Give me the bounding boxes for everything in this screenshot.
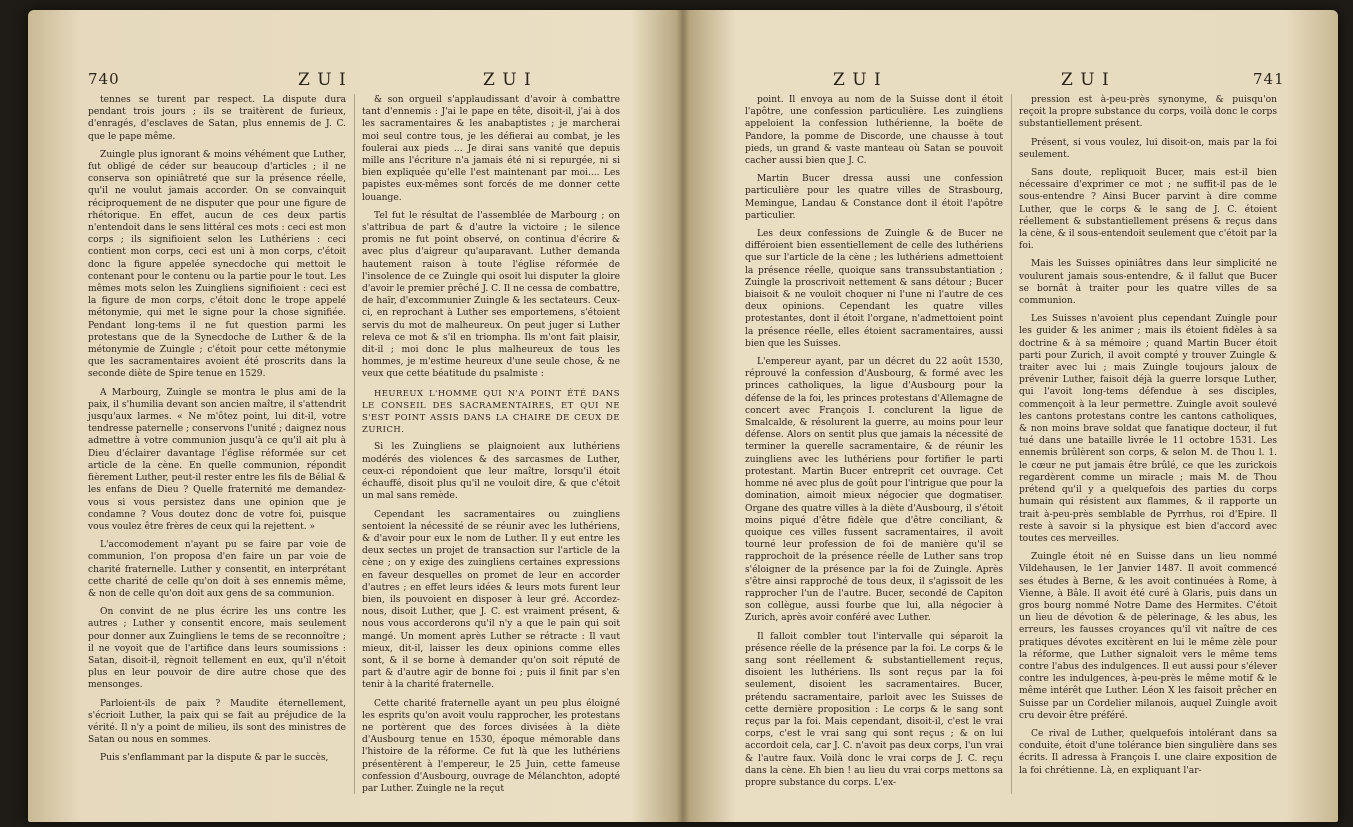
page-number: 740 (88, 70, 120, 88)
paragraph: A Marbourg, Zuingle se montra le plus ami de la paix, il s'humilia devant son ancien maître, il s'attendrit jusqu'aux larmes. « Ne m'ôtez point, lui dit-il, votre tendresse paternelle ; conservons l'unité ; daignez nous admettre à votre communion jusqu'à ce qu'il ait plu à Dieu d'éclairer davantage l'église réformée sur cet article de la cène. En quelle communion, répondit fièrement Luther, peut-il rester entre les fils de Bélial & les enfans de Dieu ? Quelle fraternité me demandez-vous si vous persistez dans une opinion que je condamne ? Vous doutez donc de votre foi, puisque vous voulez être frères de ceux qui la rejettent. » (88, 387, 346, 532)
paragraph: Zuingle étoit né en Suisse dans un lieu nommé Vildehausen, le 1er Janvier 1487. Il avoit commencé ses études à Berne, & les avoit continuées à Rome, à Vienne, à Bâle. Il avoit été curé à Glaris, puis dans un gros bourg nommé Notre Dame des Hermites. C'étoit un lieu de dévotion & de pèlerinage, & les abus, les erreurs, les fausses croyances qu'il vit naître de ces pratiques dévotes excitèrent en lui le même zèle pour la réforme, que Luther signaloit vers le même tems contre l'abus des indulgences. Il eut aussi pour s'élever contre les indulgences, à-peu-près le même motif & le même intérêt que Luther. Léon X les faisoit prêcher en Suisse par un Cordelier milanois, auquel Zuingle avoit cru devoir être préféré. (1019, 552, 1277, 721)
paragraph: Martin Bucer dressa aussi une confession particulière pour les quatre villes de Strasbourg, Memingue, Landau & Constance dont il étoit l'apôtre particulier. (745, 174, 1003, 221)
text-column (1019, 94, 1277, 783)
paragraph: L'accomodement n'ayant pu se faire par voie de communion, l'on proposa d'en faire un par voie de charité fraternelle. Luther y consentit, en interprétant cette charité de celle qu'on doit à ses ennemis même, & non de celle qu'on doit aux gens de sa communion. (88, 540, 346, 599)
text-column (362, 94, 620, 801)
paragraph: Sans doute, repliquoit Bucer, mais est-il bien nécessaire d'exprimer ce mot ; ne suffit-il pas de le sous-entendre ? Ainsi Bucer parvint à dire comme Luther, que le corps & le sang de J. C. étoient réellement & substantiellement présens & reçus dans la cène, & il sous-entendoit seulement que c'étoit par la foi. (1019, 168, 1277, 252)
paragraph: Cependant les sacramentaires ou zuingliens sentoient la nécessité de se réunir avec les luthériens, & d'avoir pour eux le nom de Luther. Il y eut entre les deux sectes un projet de transaction sur l'article de la cène ; on y exige des zuingliens certaines expressions en faveur desquelles on promet de leur en accorder d'autres ; en effet leurs idées & leurs mots furent leur bien, ils pouvoient en disposer à leur gré. Accordez-nous, disoit Luther, que J. C. est vraiment présent, & nous vous accorderons qu'il n'y a que le pain qui soit mangé. Un moment après Luther se rétracte : Il vaut mieux, dit-il, laisser les deux opinions comme elles sont, & il se borne à demander qu'on soit réputé de part & d'autre agir de bonne foi ; puis il finit par s'en tenir à la charité fraternelle. (362, 509, 620, 691)
paragraph: tennes se turent par respect. La dispute dura pendant trois jours ; ils se traitèrent de furieux, d'enragés, d'esclaves de Satan, plus ennemis de J. C. que le pape même. (88, 95, 346, 142)
paragraph: pression est à-peu-près synonyme, & puisqu'on reçoit la propre substance du corps, voilà donc le corps substantiellement présent. (1019, 95, 1277, 130)
paragraph: Les deux confessions de Zuingle & de Bucer ne différoient bien essentiellement de celle des luthériens que sur l'article de la cène ; les luthériens admettoient la présence réelle, quoique sans transsubstantiation ; Zuingle la proscrivoit nettement & sans détour ; Bucer biaisoit & ne vouloit choquer ni l'une ni l'autre de ces deux opinions. Cependant les quatre villes protestantes, dont il étoit l'organe, n'admettoient point la présence réelle, elles étoient sacramentaires, aussi bien que les Suisses. (745, 229, 1003, 349)
paragraph: Présent, si vous voulez, lui disoit-on, mais par la foi seulement. (1019, 137, 1277, 160)
paragraph: Cette charité fraternelle ayant un peu plus éloigné les esprits qu'on avoit voulu rapprocher, les protestans ne portèrent que des forces divisées à la diète d'Ausbourg tenue en 1530, époque mémorable dans l'histoire de la réforme. Ce fut là que les luthériens présentèrent à l'empereur, le 25 Juin, cette fameuse confession d'Ausbourg, ouvrage de Mélanchton, adopté par Luther. Zuingle ne la reçut (362, 698, 620, 794)
paragraph: Puis s'enflammant par la dispute & par le succès, (100, 753, 329, 764)
paragraph: point. Il envoya au nom de la Suisse dont il étoit l'apôtre, une confession particulière. Les zuingliens appeloient la confession luthérienne, la boëte de Pandore, la pomme de Discorde, une chausse à tout pieds, un grand & vaste manteau où Satan se pouvoit cacher aussi bien que J. C. (745, 95, 1003, 167)
paragraph: L'empereur ayant, par un décret du 22 août 1530, réprouvé la confession d'Ausbourg, & formé avec les princes catholiques, la ligue d'Ausbourg pour la défense de la foi, les princes protestans d'Allemagne de concert avec François I. conclurent la ligue de Smalcalde, & résolurent la guerre, au moins pour leur défense. Alors on sentit plus que jamais la nécessité de terminer la querelle sacramentaire, & de réunir les zuingliens avec les luthériens pour fortifier le parti protestant. Martin Bucer entreprit cet ouvrage. Cet homme né avec plus de goût pour l'intrigue que pour la domination, aimoit mieux négocier que dogmatiser. Organe des quatre villes à la diète d'Ausbourg, il s'étoit moins piqué d'être fidèle que d'être conciliant, & quoique ces villes fussent sacramentaires, il avoit tourné leur profession de foi de manière qu'il se rapprochoit de la présence réelle de Luther sans trop s'éloigner de la présence par la foi de Zuingle. Après s'être ainsi rapproché de tous deux, il s'agissoit de les rapprocher l'un de l'autre. Bucer, secondé de Capiton son collègue, aussi fourbe que lui, alla négocier à Zurich, après avoir conféré avec Luther. (745, 357, 1003, 624)
paragraph: Parloient-ils de paix ? Maudite éternellement, s'écrioit Luther, la paix qui se fait au préjudice de la vérité. Il n'y a point de milieu, ils sont des ministres de Satan ou nous en sommes. (88, 698, 346, 746)
paragraph: & son orgueil s'applaudissant d'avoir à combattre tant d'ennemis : J'ai le pape en tête, disoit-il, j'ai à dos les sacramentaires & les anabaptistes ; je marcherai moi seul contre tous, je les défierai au combat, je les foulerai aux pieds ... Je dirai sans vanité que depuis mille ans l'écriture n'a jamais été ni si repurgée, ni si bien expliquée qu'elle l'est maintenant par moi.... Les papistes eux-mêmes sont forcés de me donner cette louange. (362, 95, 620, 203)
running-head: Z U I (833, 70, 882, 90)
running-head: Z U I (483, 70, 532, 90)
text-column (88, 94, 346, 771)
column-rule (354, 94, 355, 794)
right-page (683, 10, 1338, 822)
text-column (745, 94, 1003, 795)
left-page (28, 10, 683, 822)
paragraph: Si les Zuingliens se plaignoient aux luthériens modérés des violences & des sarcasmes de Luther, ceux-ci répondoient que leur maître, lorsqu'il étoit échauffé, disoit plus qu'il ne vouloit dire, & que c'étoit un mal sans remède. (362, 442, 620, 502)
quotation: HEUREUX L'HOMME QUI N'A POINT ÉTÉ DANS LE CONSEIL DES SACRAMENTAIRES, ET QUI NE S'EST POINT ASSIS DANS LA CHAIRE DE CEUX DE ZURICH. (362, 387, 620, 435)
book-spread (28, 10, 1338, 822)
paragraph: Il falloit combler tout l'intervalle qui séparoit la présence réelle de la présence par la foi. Le corps & le sang sont réellement & substantiellement reçus, disoient les luthériens. Ils sont reçus par la foi seulement, disoient les sacramentaires. Bucer, prétendu sacramentaire, parloit avec les Suisses de cette dernière proposition : Le corps & le sang sont reçus par la foi. Mais cependant, disoit-il, c'est le vrai corps, c'est le vrai sang qui sont reçus ; & on lui accordoit cela, car J. C. n'avoit pas deux corps, l'un vrai & l'autre faux. Voilà donc le vrai corps de J. C. reçu dans la cène. Eh bien ! au lieu du vrai corps mettons sa propre substance du corps. L'ex- (745, 631, 1003, 788)
paragraph: Tel fut le résultat de l'assemblée de Marbourg ; on s'attribua de part & d'autre la victoire ; le silence promis ne fut point observé, on continua d'écrire & avec plus d'aigreur qu'auparavant. Luther demanda hautement raison à toute l'église réformée de l'insolence de ce Zuingle qui osoit lui disputer la gloire d'avoir le premier prêché J. C. Il ne cessa de combattre, de haïr, d'excommunier Zuingle & les sectateurs. Ceux-ci, en reprochant à Luther ses emportemens, s'étoient servis du mot de malheureux. On peut juger si Luther releva ce mot & s'il en triompha. Ils m'ont fait plaisir, dit-il ; moi donc le plus malheureux de tous les hommes, je m'estime heureux d'une seule chose, & ne veux que cette béatitude du psalmiste : (362, 210, 620, 380)
paragraph: Les Suisses n'avoient plus cependant Zuingle pour les guider & les animer ; mais ils étoient fidèles à sa doctrine & à sa mémoire ; quand Martin Bucer étoit parti pour Zurich, il avoit compté y trouver Zuingle & traiter avec lui ; mais Zuingle toujours jaloux de prévenir Luther, faisoit déjà la guerre lorsque Luther, qui l'avoit long-tems défendue à ses disciples, commençoit à la leur permettre. Zuingle avoit soulevé les cantons protestans contre les cantons catholiques, & non moins brave soldat que fanatique docteur, il fut tué dans une bataille livrée le 11 octobre 1531. Les ennemis brûlèrent son corps, & selon M. de Thou l. 1. le cœur ne put jamais être brûlé, ce que les zurickois regardèrent comme un miracle ; mais M. de Thou prétend qu'il y a quelquefois des parties du corps humain qui résistent aux flammes, & il rapporte un trait à-peu-près semblable de Pyrrhus, roi d'Epire. Il reste à savoir si la physique est bien d'accord avec toutes ces merveilles. (1019, 314, 1277, 544)
column-rule (1011, 94, 1012, 794)
page-number: 741 (1253, 70, 1285, 88)
paragraph: On convint de ne plus écrire les uns contre les autres ; Luther y consentit encore, mais seulement pour donner aux Zuingliens le tems de se reconnoître ; il ne voyoit que de l'artifice dans leurs soumissions : Satan, disoit-il, règnoit tellement en eux, qu'il n'étoit plus en leur pouvoir de dire autre chose que des mensonges. (88, 607, 346, 691)
running-head: Z U I (298, 70, 347, 90)
paragraph: Ce rival de Luther, quelquefois intolérant dans sa conduite, étoit d'une tolérance bien singulière dans ses écrits. Il adressa à François I. une claire exposition de la foi chrétienne. Là, en expliquant l'ar- (1019, 728, 1277, 776)
paragraph: Mais les Suisses opiniâtres dans leur simplicité ne voulurent jamais sous-entendre, & il fallut que Bucer se bornât à traiter pour les quatre villes de sa communion. (1019, 259, 1277, 307)
paragraph: Zuingle plus ignorant & moins véhément que Luther, fut obligé de céder sur beaucoup d'articles ; il ne conserva son opiniâtreté que sur la présence réelle, qu'il ne voulut jamais accorder. On se convainquit réciproquement de ne disputer que pour une figure de rhétorique. En effet, aucun de ces deux partis n'entendoit dans le sens littéral ces mots : ceci est mon corps ; ils signifioient selon les Luthériens : ceci contient mon corps, ceci est uni à mon corps, c'étoit donc la figure appelée synecdoche qui mettoit le contenant pour le contenu ou la partie pour le tout. Les mêmes mots selon les Zuingliens signifioient : ceci est la figure de mon corps, c'étoit donc le trope appelé métonymie, qui met le signe pour la chose signifiée. Pendant long-tems il ne fut question parmi les protestans que de la Synecdoche de Luther & de la métonymie de Zuingle ; c'étoit pour cette métonymie que les sacramentaires avoient été proscrits dans la seconde diète de Spire tenue en 1529. (88, 149, 346, 380)
running-head: Z U I (1061, 70, 1110, 90)
